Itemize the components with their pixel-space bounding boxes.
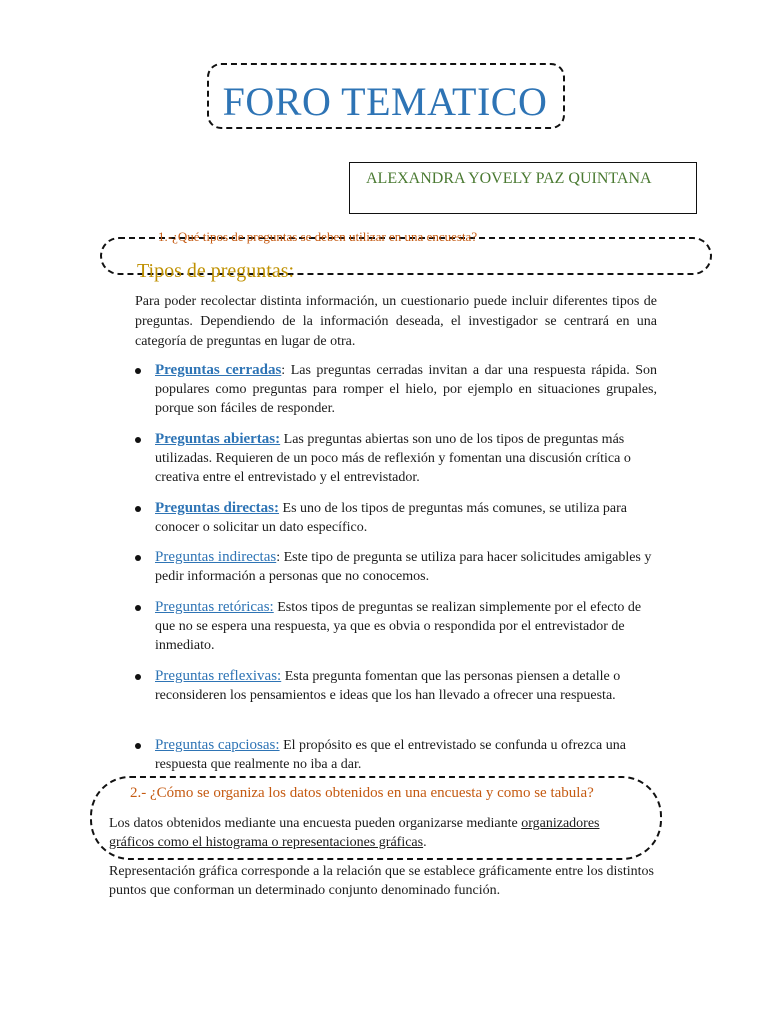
answer2-end: . bbox=[423, 835, 427, 850]
term-separator: : bbox=[276, 550, 281, 565]
list-item bbox=[155, 736, 657, 774]
bullet-dot bbox=[135, 674, 141, 680]
term-label: Preguntas abiertas: bbox=[155, 431, 281, 447]
term-description: Es uno de los tipos de preguntas más comunes, se utiliza para conocer o solicitar un dato específico. bbox=[155, 501, 627, 535]
term-label: Preguntas reflexivas: bbox=[155, 668, 282, 684]
bullet-dot bbox=[135, 368, 141, 374]
list-item bbox=[155, 667, 657, 705]
answer2-organizers: organizadores gráficos como el histograma o representaciones gráficas bbox=[109, 816, 600, 850]
list-item bbox=[155, 430, 657, 487]
bullet-dot bbox=[135, 743, 141, 749]
author-name: ALEXANDRA YOVELY PAZ QUINTANA bbox=[366, 170, 652, 187]
term-description: El propósito es que el entrevistado se confunda u ofrezca una respuesta que realmente no iba a dar. bbox=[155, 738, 626, 772]
term-description: Las preguntas abiertas son uno de los tipos de preguntas más utilizadas. Requieren de un poco más de reflexión y fomentan una discusión crítica o creativa entre el entrevistado y el entrevistador. bbox=[155, 432, 631, 485]
term-label: Preguntas indirectas bbox=[155, 549, 277, 565]
bullet-dot bbox=[135, 555, 141, 561]
section-heading: Tipos de preguntas: bbox=[137, 260, 295, 282]
page-title: FORO TEMATICO bbox=[222, 79, 548, 124]
bullet-dot bbox=[135, 437, 141, 443]
question1-text: 1.-¿Qué tipos de preguntas se deben utilizar en una encuesta? bbox=[158, 229, 478, 244]
intro-paragraph: Para poder recolectar distinta información, un cuestionario puede incluir diferentes tipos de preguntas. Dependiendo de la información deseada, el investigador se centrará en una categoría de preguntas en lugar de otra. bbox=[135, 294, 657, 349]
list-item bbox=[155, 598, 657, 655]
term-separator: : bbox=[281, 363, 286, 378]
list-item bbox=[155, 548, 657, 586]
term-description: Estos tipos de preguntas se realizan simplemente por el efecto de que no se espera una respuesta, ya que es obvia o respondida por el entrevistador de inmediato. bbox=[155, 600, 642, 653]
list-item bbox=[155, 499, 657, 537]
answer2-lead: Los datos obtenidos mediante una encuesta pueden organizarse mediante bbox=[109, 816, 522, 831]
graph-paragraph: Representación gráfica corresponde a la relación que se establece gráficamente entre los distintos puntos que conforman un determinado conjunto denominado función. bbox=[109, 864, 654, 898]
list-item bbox=[155, 361, 657, 418]
answer2-paragraph bbox=[109, 814, 629, 852]
term-label: Preguntas retóricas: bbox=[155, 599, 274, 615]
bullet-dot bbox=[135, 506, 141, 512]
term-label: Preguntas directas: bbox=[155, 500, 280, 516]
term-description: Las preguntas cerradas invitan a dar una respuesta rápida. Son populares como preguntas para romper el hielo, por ejemplo en situaciones grupales, porque son fáciles de responder. bbox=[155, 363, 657, 416]
bullet-dot bbox=[135, 605, 141, 611]
term-description: Esta pregunta fomentan que las personas piensen a detalle o reconsideren los pensamientos e ideas que los han llevado a ofrecer una respuesta. bbox=[155, 669, 621, 703]
question2-text: 2.- ¿Cómo se organiza los datos obtenidos en una encuesta y como se tabula? bbox=[130, 785, 594, 801]
term-label: Preguntas capciosas: bbox=[155, 737, 280, 753]
term-label: Preguntas cerradas bbox=[155, 362, 282, 378]
term-description: Este tipo de pregunta se utiliza para hacer solicitudes amigables y pedir información a personas que no conocemos. bbox=[155, 550, 652, 584]
